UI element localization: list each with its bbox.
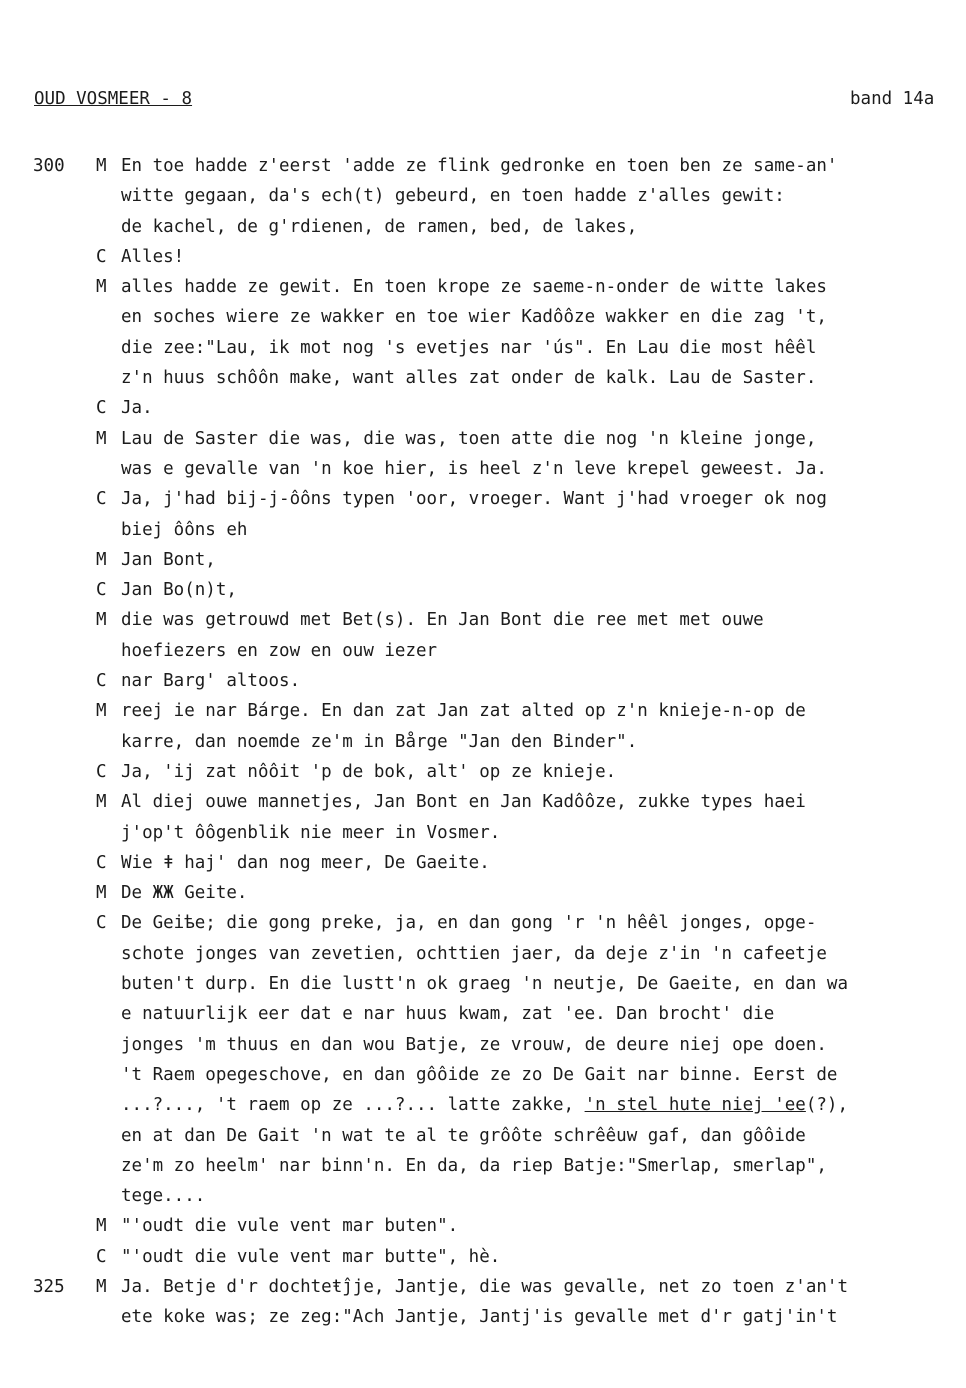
transcript-line (0, 848, 966, 878)
line-text (121, 969, 848, 999)
document-title: OUD VOSMEER - 8 (34, 89, 193, 109)
line-text (121, 393, 153, 423)
line-text (121, 333, 816, 363)
line-text-main: was e gevalle van 'n koe hier, is heel z'n leve krepel geweest. Ja. (121, 458, 827, 479)
line-number: 325 (33, 1276, 65, 1297)
line-text-main: Jan Bo(n)t, (121, 580, 237, 601)
line-text (121, 575, 237, 605)
speaker-label: C (96, 489, 107, 510)
transcript-line (0, 939, 966, 969)
line-text (121, 302, 827, 332)
line-text (121, 1121, 806, 1151)
transcript-line (0, 515, 966, 545)
line-text-main: en at dan De Gait 'n wat te al te grôôte schrêêuw gaf, dan gôôide (121, 1125, 806, 1146)
line-text (121, 272, 827, 302)
line-text-main: schote jonges van zevetien, ochttien jaer, da deje z'in 'n cafeetje (121, 943, 827, 964)
line-text (121, 908, 816, 938)
line-text (121, 515, 247, 545)
transcript-line (0, 393, 966, 423)
line-text (121, 484, 827, 514)
speaker-label: M (96, 701, 107, 722)
transcript-line (0, 1121, 966, 1151)
transcript-line (0, 666, 966, 696)
transcript-line (0, 181, 966, 211)
transcript-line (0, 363, 966, 393)
transcript-line (0, 969, 966, 999)
line-number: 300 (33, 156, 65, 176)
transcript-line (0, 908, 966, 938)
line-text-main: z'n huus schôôn make, want alles zat onder de kalk. Lau de Saster. (121, 368, 817, 389)
transcript-line (0, 242, 966, 272)
line-text-main: die was getrouwd met Bet(s). En Jan Bont die ree met met ouwe (121, 610, 764, 631)
speaker-label: C (96, 1246, 107, 1267)
speaker-label: M (96, 428, 107, 449)
line-text (121, 1030, 827, 1060)
transcript-line (0, 1151, 966, 1181)
transcript-line (0, 484, 966, 514)
line-text (121, 636, 437, 666)
line-text (121, 212, 637, 242)
transcript-line (0, 575, 966, 605)
line-text-main: ze'm zo heelm' nar binn'n. En da, da riep Batje:"Smerlap, smerlap", (121, 1155, 827, 1176)
transcript-line (0, 636, 966, 666)
transcript-line (0, 696, 966, 726)
transcript-line (0, 302, 966, 332)
line-text (121, 787, 806, 817)
transcript-line (0, 333, 966, 363)
line-text (121, 818, 500, 848)
speaker-label: C (96, 852, 107, 873)
line-text-main: ...?..., 't raem op ze ...?... latte zakke, (121, 1095, 585, 1116)
transcript-line (0, 424, 966, 454)
line-text (121, 242, 184, 272)
transcript-line (0, 1211, 966, 1241)
line-text (121, 1151, 827, 1181)
transcript-line (0, 545, 966, 575)
line-text (121, 454, 827, 484)
transcript-line (0, 151, 966, 181)
line-text (121, 696, 806, 726)
transcript-line (0, 787, 966, 817)
transcript-line (0, 1272, 966, 1302)
transcript-line (0, 1242, 966, 1272)
line-text-main: hoefiezers en zow en ouw iezer (121, 640, 438, 661)
line-text (121, 878, 247, 908)
line-text (121, 848, 490, 878)
line-text-main: buten't durp. En die lustt'n ok graeg 'n neutje, De Gaeite, en dan wa (121, 974, 848, 995)
line-text-main: 't Raem opegeschove, en dan gôôide ze zo De Gait nar binne. Eerst de (121, 1064, 838, 1085)
transcript-line (0, 1181, 966, 1211)
speaker-label: M (96, 156, 107, 176)
line-text (121, 1181, 205, 1211)
line-text-main: Wie ǂ haj' dan nog meer, De Gaeite. (121, 852, 490, 873)
transcript-body (0, 151, 966, 1333)
transcript-line (0, 1090, 966, 1120)
line-text-main: tege.... (121, 1186, 206, 1207)
line-text (121, 1060, 837, 1090)
line-text-main: Alles! (121, 246, 185, 267)
transcript-line (0, 212, 966, 242)
line-text-main: die zee:"Lau, ik mot nog 's evetjes nar 'ús". En Lau die most hêêl (121, 337, 817, 358)
line-text-main: witte gegaan, da's ech(t) gebeurd, en toen hadde z'alles gewit: (121, 186, 785, 207)
line-text (121, 939, 827, 969)
line-text-main: En toe hadde z'eerst 'adde ze flink gedronke en toen ben ze same-an' (121, 156, 838, 176)
line-text (121, 1090, 848, 1120)
line-text-main: alles hadde ze gewit. En toen krope ze saeme-n-onder de witte lakes (121, 277, 827, 298)
speaker-label: C (96, 761, 107, 782)
line-text-main: Lau de Saster die was, die was, toen atte die nog 'n kleine jonge, (121, 428, 817, 449)
speaker-label: M (96, 792, 107, 813)
line-text-main: reej ie nar Bárge. En dan zat Jan zat alted op z'n knieje-n-op de (121, 701, 806, 722)
speaker-label: M (96, 883, 107, 904)
line-text (121, 999, 774, 1029)
speaker-label: M (96, 549, 107, 570)
line-text-main: karre, dan noemde ze'm in Bårge "Jan den Binder". (121, 731, 638, 752)
line-text (121, 1242, 500, 1272)
line-text-main: "'oudt die vule vent mar buten". (121, 1216, 459, 1237)
transcript-line (0, 878, 966, 908)
speaker-label: C (96, 671, 107, 692)
line-text (121, 1272, 848, 1302)
line-text (121, 757, 616, 787)
line-text (121, 545, 216, 575)
transcript-line (0, 1030, 966, 1060)
speaker-label: C (96, 398, 107, 419)
speaker-label: M (96, 1276, 107, 1297)
line-text (121, 1211, 458, 1241)
line-text (121, 181, 785, 211)
transcript-line (0, 757, 966, 787)
transcript-line (0, 999, 966, 1029)
underlined-phrase: 'n stel hute niej 'ee (584, 1095, 806, 1116)
transcript-line (0, 454, 966, 484)
line-text (121, 424, 816, 454)
line-text-main: ete koke was; ze zeg:"Ach Jantje, Jantj'is gevalle met d'r gatj'in't (121, 1307, 838, 1328)
line-text-main: j'op't ôôgenblik nie meer in Vosmer. (121, 822, 501, 843)
line-text (121, 151, 837, 181)
line-text (121, 1302, 837, 1332)
line-text-main: Ja. Betje d'r dochteŧĵje, Jantje, die was gevalle, net zo toen z'an't (121, 1276, 848, 1297)
line-text (121, 727, 637, 757)
speaker-label: C (96, 580, 107, 601)
transcript-line (0, 1302, 966, 1332)
transcript-line (0, 272, 966, 302)
line-text (121, 605, 764, 635)
line-text-main: Ja. (121, 398, 153, 419)
line-text-main: jonges 'm thuus en dan wou Batje, ze vrouw, de deure niej ope doen. (121, 1034, 827, 1055)
speaker-label: C (96, 246, 107, 267)
line-text-main: biej ôôns eh (121, 519, 248, 540)
line-text-main: en soches wiere ze wakker en toe wier Kadôôze wakker en die zag 't, (121, 307, 827, 328)
line-text-main: De Geiѣe; die gong preke, ja, en dan gong 'r 'n hêêl jonges, opge- (121, 913, 817, 934)
line-text-main: De ЖЖ Geite. (121, 883, 248, 904)
line-text-main: Al diej ouwe mannetjes, Jan Bont en Jan Kadôôze, zukke types haei (121, 792, 806, 813)
transcript-line (0, 818, 966, 848)
line-text-after: (?), (805, 1095, 849, 1116)
transcript-line (0, 1060, 966, 1090)
line-text-main: Jan Bont, (121, 549, 216, 570)
transcript-line (0, 727, 966, 757)
line-text-main: Ja, j'had bij-j-ôôns typen 'oor, vroeger. Want j'had vroeger ok nog (121, 489, 827, 510)
line-text-main: "'oudt die vule vent mar butte", hè. (121, 1246, 501, 1267)
speaker-label: M (96, 1216, 107, 1237)
line-text-main: nar Barg' altoos. (121, 671, 301, 692)
speaker-label: M (96, 610, 107, 631)
line-text-main: Ja, 'ij zat nôôit 'p de bok, alt' op ze knieje. (121, 761, 617, 782)
transcript-line (0, 605, 966, 635)
line-text (121, 363, 816, 393)
band-label: band 14a (850, 89, 935, 109)
speaker-label: M (96, 277, 107, 298)
line-text-main: e natuurlijk eer dat e nar huus kwam, zat 'ee. Dan brocht' die (121, 1004, 775, 1025)
line-text (121, 666, 300, 696)
speaker-label: C (96, 913, 107, 934)
line-text-main: de kachel, de g'rdienen, de ramen, bed, de lakes, (121, 216, 638, 237)
